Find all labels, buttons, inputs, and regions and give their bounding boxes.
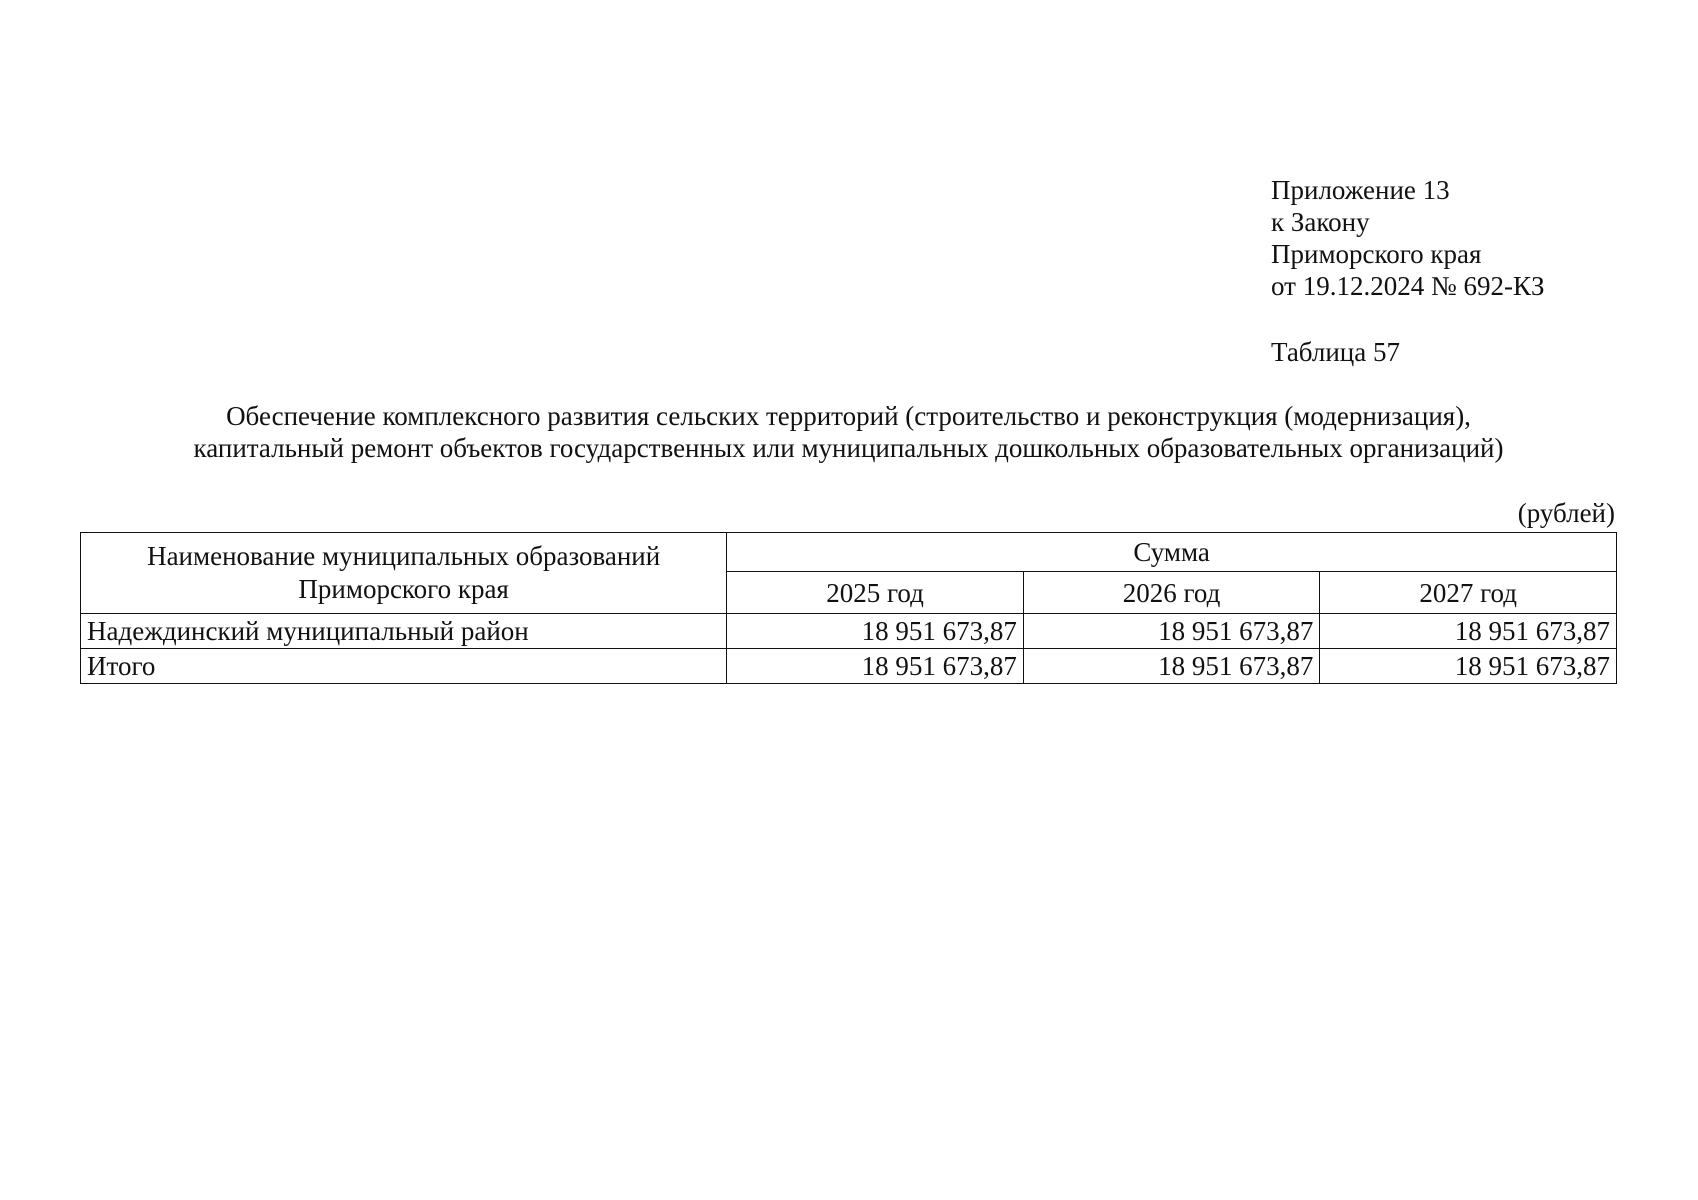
appendix-line: Приморского края — [1271, 239, 1482, 269]
budget-table — [80, 532, 1617, 684]
header-sum: Сумма — [727, 533, 1617, 572]
header-municipality — [81, 533, 727, 614]
document-title — [80, 400, 1617, 464]
appendix-line: к Закону — [1271, 207, 1370, 237]
row-value-2026: 18 951 673,87 — [1023, 614, 1320, 649]
header-year-2026: 2026 год — [1023, 572, 1320, 614]
total-row — [81, 649, 1617, 684]
row-value-2027: 18 951 673,87 — [1320, 614, 1617, 649]
title-line: капитальный ремонт объектов государственных или муниципальных дошкольных образовательных организаций) — [193, 433, 1504, 463]
appendix-line: от 19.12.2024 № 692-КЗ — [1271, 271, 1545, 301]
row-municipality-name: Надеждинский муниципальный район — [81, 614, 727, 649]
appendix-block — [1271, 174, 1544, 302]
units-label: (рублей) — [1517, 498, 1615, 528]
table-row — [81, 614, 1617, 649]
table-number: Таблица 57 — [1271, 337, 1400, 367]
title-line: Обеспечение комплексного развития сельских территорий (строительство и реконструкция (модернизация), — [226, 401, 1471, 431]
header-municipality-line: Приморского края — [298, 574, 509, 604]
header-municipality-line: Наименование муниципальных образований — [147, 541, 661, 571]
total-label: Итого — [81, 649, 727, 684]
row-value-2025: 18 951 673,87 — [727, 614, 1024, 649]
total-value-2025: 18 951 673,87 — [727, 649, 1024, 684]
total-value-2027: 18 951 673,87 — [1320, 649, 1617, 684]
appendix-line: Приложение 13 — [1271, 175, 1450, 205]
header-year-2025: 2025 год — [727, 572, 1024, 614]
header-year-2027: 2027 год — [1320, 572, 1617, 614]
total-value-2026: 18 951 673,87 — [1023, 649, 1320, 684]
